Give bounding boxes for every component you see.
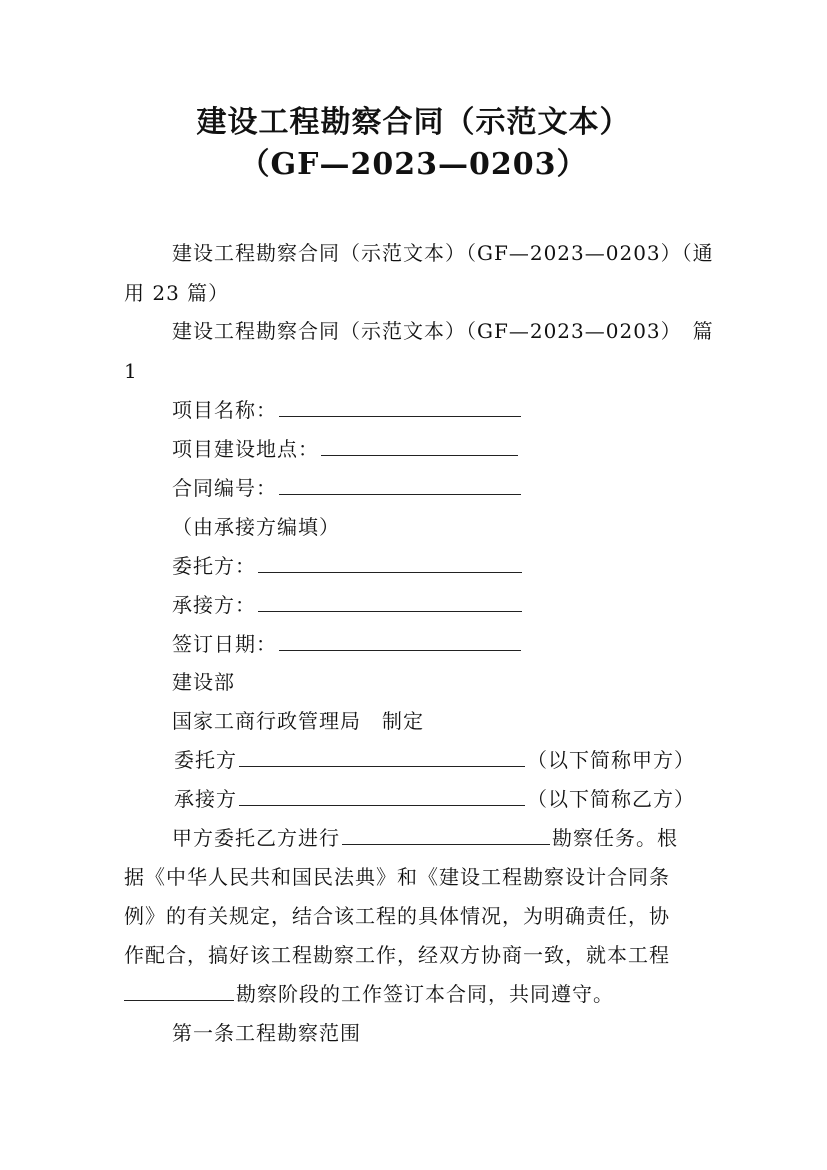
party-a-suffix: （以下简称甲方） (527, 748, 695, 772)
contractor-row (172, 592, 524, 618)
project-name-blank (279, 398, 521, 417)
party-b-row (174, 786, 695, 812)
intro-line-1: 建设工程勘察合同（示范文本）（GF—2023—0203）（通 (172, 241, 714, 265)
document-code: （GF—2023—0203） (239, 147, 588, 182)
intro-line-2: 用 23 篇） (124, 281, 230, 305)
body-line-1 (172, 825, 678, 851)
body-line-3: 例》的有关规定，结合该工程的具体情况，为明确责任，协 (124, 904, 670, 928)
party-a-row (174, 747, 695, 773)
contractor-label: 承接方： (172, 593, 256, 617)
contractor-blank (258, 593, 522, 612)
party-b-suffix: （以下简称乙方） (527, 787, 695, 811)
body-line-4: 作配合，搞好该工程勘察工作，经双方协商一致，就本工程 (124, 943, 670, 967)
document-title: 建设工程勘察合同（示范文本） (196, 105, 631, 140)
party-a-blank (239, 748, 525, 767)
client-blank (258, 554, 522, 573)
client-label: 委托方： (172, 554, 256, 578)
sign-date-label: 签订日期： (172, 632, 277, 656)
sign-date-blank (279, 632, 521, 651)
project-name-label: 项目名称： (172, 398, 277, 422)
body-line-1-end: 勘察任务。根 (552, 826, 678, 850)
project-site-label: 项目建设地点： (172, 437, 319, 461)
contract-no-note: （由承接方编填） (172, 515, 340, 539)
contract-no-row (172, 475, 523, 501)
project-name-row (172, 397, 523, 423)
body-line-2: 据《中华人民共和国民法典》和《建设工程勘察设计合同条 (124, 865, 670, 889)
chapter-line-2: 1 (124, 359, 138, 383)
client-row (172, 553, 524, 579)
task-blank (342, 826, 550, 845)
project-site-row (172, 436, 520, 462)
party-b-blank (239, 787, 525, 806)
contract-no-label: 合同编号： (172, 476, 277, 500)
contract-no-blank (279, 476, 521, 495)
article-1-heading: 第一条工程勘察范围 (172, 1021, 361, 1045)
stage-blank (124, 982, 234, 1001)
sign-date-row (172, 631, 523, 657)
project-site-blank (321, 437, 518, 456)
issuer-bureau: 国家工商行政管理局 制定 (172, 709, 424, 733)
body-line-5-text: 勘察阶段的工作签订本合同，共同遵守。 (236, 982, 614, 1006)
party-b-label: 承接方 (174, 787, 237, 811)
issuer-ministry: 建设部 (172, 670, 235, 694)
chapter-line-1: 建设工程勘察合同（示范文本）（GF—2023—0203） 篇 (172, 319, 714, 343)
body-line-1-start: 甲方委托乙方进行 (172, 826, 340, 850)
body-line-5 (124, 981, 614, 1007)
party-a-label: 委托方 (174, 748, 237, 772)
